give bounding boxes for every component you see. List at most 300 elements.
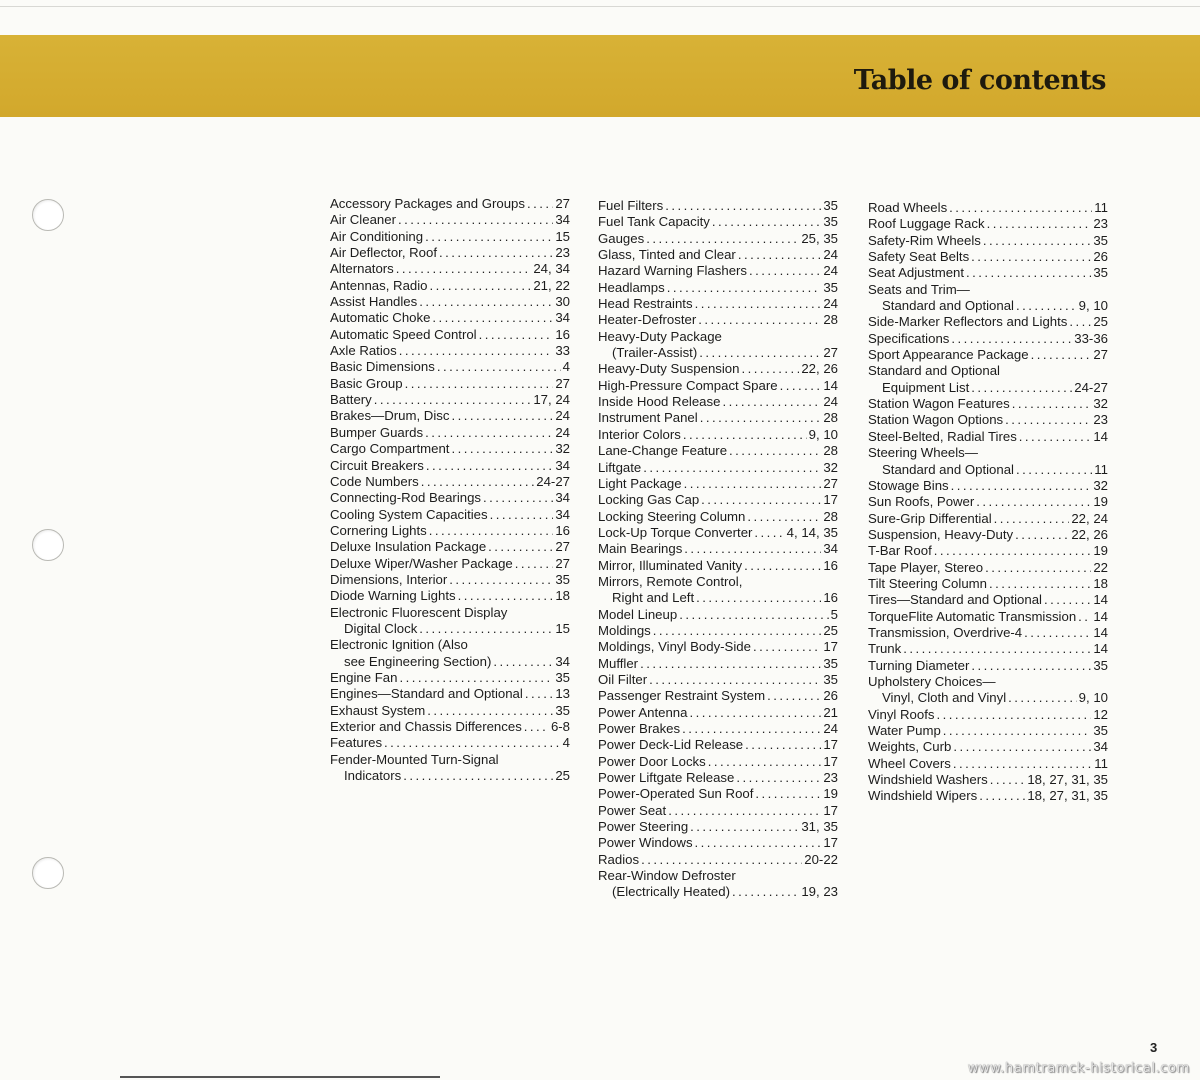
entry-page: 30 — [555, 294, 570, 310]
entry-label: Instrument Panel — [598, 410, 698, 426]
index-entry — [598, 868, 838, 901]
entry-page: 24 — [823, 721, 838, 736]
entry-page: 24-27 — [536, 473, 570, 489]
entry-line — [868, 707, 1108, 723]
entry-line — [868, 331, 1108, 347]
dot-leader — [738, 247, 822, 263]
entry-label: Cornering Lights — [330, 522, 427, 538]
entry-line — [598, 263, 838, 279]
entry-line — [868, 756, 1108, 772]
dot-leader — [1078, 609, 1091, 625]
dot-leader — [755, 786, 821, 802]
dot-leader — [1005, 412, 1091, 428]
entry-line — [598, 819, 838, 835]
dot-leader — [971, 249, 1091, 265]
entry-line — [598, 754, 838, 770]
entry-line — [868, 641, 1108, 657]
entry-sublabel: see Engineering Section) — [344, 653, 492, 669]
entry-page: 20-22 — [804, 851, 838, 867]
entry-page: 23 — [555, 245, 570, 261]
entry-label: Air Conditioning — [330, 228, 424, 244]
dot-leader — [667, 280, 822, 296]
dot-leader — [994, 511, 1070, 527]
dot-leader — [989, 576, 1091, 592]
entry-page: 11 — [1094, 755, 1108, 771]
index-entry — [598, 312, 838, 328]
entry-page: 15 — [555, 620, 570, 636]
index-entry — [330, 212, 570, 228]
dot-leader — [399, 343, 554, 359]
entry-line — [330, 686, 570, 702]
entry-line — [330, 637, 570, 653]
dot-leader — [405, 376, 554, 392]
entry-label: Fender-Mounted Turn-Signal — [330, 751, 499, 767]
entry-line — [868, 200, 1108, 216]
entry-label: Basic Dimensions — [330, 359, 435, 375]
entry-page: 18 — [1093, 575, 1108, 591]
entry-page: 25 — [555, 768, 570, 784]
index-entry — [868, 739, 1108, 755]
dot-leader — [753, 639, 821, 655]
entry-label: Engine Fan — [330, 669, 398, 685]
index-entry — [330, 278, 570, 294]
entry-line — [598, 460, 838, 476]
index-entry — [868, 249, 1108, 265]
entry-page: 34 — [555, 506, 570, 522]
dot-leader — [451, 408, 553, 424]
dot-leader — [741, 361, 799, 377]
entry-page: 14 — [1093, 428, 1108, 444]
entry-line — [598, 361, 838, 377]
index-entry — [598, 541, 838, 557]
entry-label: Road Wheels — [868, 200, 948, 215]
index-entry — [598, 672, 838, 688]
entry-line — [598, 427, 838, 443]
entry-page: 19, 23 — [801, 884, 838, 900]
entry-label: Diode Warning Lights — [330, 588, 456, 604]
entry-label: Antennas, Radio — [330, 277, 428, 293]
entry-line — [330, 278, 570, 294]
dot-leader — [439, 245, 553, 261]
entry-page: 6-8 — [550, 719, 570, 734]
entry-page: 4, 14, 35 — [786, 524, 838, 540]
entry-line — [598, 558, 838, 574]
entry-line — [330, 752, 570, 768]
dot-leader — [699, 345, 821, 361]
dot-leader — [780, 378, 822, 394]
dot-leader — [1019, 429, 1092, 445]
entry-line — [868, 445, 1108, 461]
entry-page: 18, 27, 31, 35 — [1027, 772, 1108, 788]
index-column-3 — [868, 200, 1108, 805]
index-entry — [868, 674, 1108, 707]
entry-label: Accessory Packages and Groups — [330, 196, 525, 211]
entry-continuation — [868, 380, 1108, 396]
entry-page: 14 — [1093, 624, 1108, 640]
dot-leader — [953, 739, 1091, 755]
index-entry — [330, 408, 570, 424]
index-entry — [598, 705, 838, 721]
dot-leader — [425, 229, 553, 245]
index-entry — [330, 490, 570, 506]
index-entry — [330, 637, 570, 670]
index-entry — [598, 296, 838, 312]
entry-label: Upholstery Choices— — [868, 673, 996, 689]
entry-line — [868, 249, 1108, 265]
index-entry — [598, 525, 838, 541]
entry-line — [868, 560, 1108, 576]
dot-leader — [983, 233, 1091, 249]
entry-page: 35 — [1093, 723, 1108, 738]
entry-label: Suspension, Heavy-Duty — [868, 526, 1014, 542]
binder-hole-top — [32, 199, 64, 231]
dot-leader — [668, 803, 821, 819]
dot-leader — [430, 278, 532, 294]
index-entry — [598, 198, 838, 214]
entry-page: 17 — [823, 835, 838, 851]
entry-page: 23 — [823, 770, 838, 786]
entry-page: 34 — [555, 490, 570, 506]
index-entry — [598, 786, 838, 802]
index-entry — [868, 609, 1108, 625]
entry-line — [330, 523, 570, 539]
entry-line — [598, 672, 838, 688]
binder-hole-bottom — [32, 857, 64, 889]
index-entry — [868, 396, 1108, 412]
entry-continuation — [598, 884, 838, 900]
entry-line — [598, 721, 838, 737]
index-entry — [330, 474, 570, 490]
entry-page: 22, 26 — [801, 361, 838, 377]
dot-leader — [1016, 298, 1077, 314]
entry-page: 24 — [823, 247, 838, 263]
entry-label: Tires—Standard and Optional — [868, 592, 1042, 608]
entry-page: 16 — [823, 590, 838, 606]
entry-label: Engines—Standard and Optional — [330, 686, 523, 702]
index-entry — [598, 852, 838, 868]
entry-label: Model Lineup — [598, 606, 678, 622]
entry-label: Sun Roofs, Power — [868, 494, 975, 510]
entry-page: 35 — [555, 669, 570, 685]
entry-page: 14 — [1093, 608, 1108, 624]
entry-page: 27 — [823, 475, 838, 491]
entry-page: 17 — [823, 753, 838, 769]
entry-line — [598, 852, 838, 868]
entry-line — [330, 261, 570, 277]
entry-label: Station Wagon Options — [868, 412, 1004, 428]
watermark-url: www.hamtramck-historical.com — [967, 1061, 1190, 1076]
entry-page: 26 — [823, 688, 838, 704]
dot-leader — [449, 572, 553, 588]
entry-line — [330, 507, 570, 523]
entry-line — [330, 196, 570, 212]
entry-line — [330, 588, 570, 604]
index-entry — [330, 670, 570, 686]
entry-label: Steering Wheels— — [868, 445, 978, 461]
index-entry — [330, 588, 570, 604]
index-entry — [598, 819, 838, 835]
entry-label: Trunk — [868, 641, 902, 657]
index-entry — [868, 511, 1108, 527]
entry-page: 23 — [1093, 216, 1108, 232]
entry-label: Moldings, Vinyl Body-Side — [598, 639, 751, 655]
entry-page: 11 — [1094, 200, 1108, 215]
index-entry — [868, 494, 1108, 510]
entry-page: 22, 26 — [1071, 526, 1108, 542]
entry-line — [598, 476, 838, 492]
index-entry — [598, 427, 838, 443]
entry-line — [598, 574, 838, 590]
dot-leader — [700, 410, 822, 426]
dot-leader — [744, 558, 821, 574]
index-entry — [598, 688, 838, 704]
entry-page: 31, 35 — [801, 819, 838, 835]
index-entry — [868, 658, 1108, 674]
index-entry — [598, 443, 838, 459]
entry-label: Basic Group — [330, 375, 403, 391]
entry-label: Mirror, Illuminated Vanity — [598, 557, 743, 573]
index-entry — [598, 574, 838, 607]
binder-hole-middle — [32, 529, 64, 561]
entry-line — [868, 216, 1108, 232]
index-entry — [598, 639, 838, 655]
dot-leader — [1016, 462, 1092, 478]
dot-leader — [641, 852, 802, 868]
entry-label: Steel-Belted, Radial Tires — [868, 428, 1017, 444]
entry-line — [868, 527, 1108, 543]
entry-label: Inside Hood Release — [598, 394, 721, 410]
entry-line — [868, 429, 1108, 445]
entry-page: 17 — [823, 737, 838, 753]
entry-page: 16 — [823, 557, 838, 573]
entry-page: 19 — [1093, 543, 1108, 559]
entry-line — [598, 296, 838, 312]
dot-leader — [419, 294, 553, 310]
entry-page: 24 — [555, 424, 570, 440]
index-entry — [330, 245, 570, 261]
entry-label: Connecting-Rod Bearings — [330, 490, 482, 506]
entry-label: Electronic Ignition (Also — [330, 637, 468, 653]
entry-label: Specifications — [868, 330, 950, 346]
entry-page: 18 — [555, 588, 570, 604]
entry-page: 27 — [555, 196, 570, 211]
index-entry — [330, 752, 570, 785]
index-entry — [868, 707, 1108, 723]
entry-page: 27 — [555, 539, 570, 555]
dot-leader — [987, 216, 1092, 232]
entry-page: 34 — [823, 541, 838, 557]
entry-line — [868, 674, 1108, 690]
dot-leader — [1015, 527, 1069, 543]
entry-sublabel: Standard and Optional — [882, 298, 1014, 314]
entry-label: Power Windows — [598, 835, 693, 851]
entry-line — [330, 458, 570, 474]
entry-line — [598, 770, 838, 786]
entry-line — [330, 294, 570, 310]
entry-line — [868, 347, 1108, 363]
entry-line — [330, 572, 570, 588]
entry-page: 33 — [555, 343, 570, 359]
entry-sublabel: Standard and Optional — [882, 461, 1014, 477]
entry-label: High-Pressure Compact Spare — [598, 377, 778, 393]
entry-label: Locking Gas Cap — [598, 492, 700, 508]
index-entry — [868, 527, 1108, 543]
entry-line — [598, 541, 838, 557]
entry-label: Alternators — [330, 261, 394, 277]
entry-label: Mirrors, Remote Control, — [598, 573, 743, 589]
entry-page: 35 — [823, 655, 838, 671]
entry-line — [330, 343, 570, 359]
entry-label: Assist Handles — [330, 294, 418, 310]
entry-label: Muffler — [598, 655, 639, 671]
entry-continuation — [868, 690, 1108, 706]
entry-label: Liftgate — [598, 459, 642, 475]
entry-page: 27 — [823, 345, 838, 361]
dot-leader — [971, 658, 1091, 674]
entry-page: 17 — [823, 639, 838, 655]
dot-leader — [437, 359, 561, 375]
entry-page: 32 — [823, 459, 838, 475]
entry-label: Interior Colors — [598, 426, 681, 442]
entry-line — [330, 605, 570, 621]
index-entry — [330, 556, 570, 572]
entry-label: Power Seat — [598, 802, 667, 818]
entry-label: Heater-Defroster — [598, 312, 697, 328]
entry-page: 19 — [1093, 494, 1108, 510]
entry-label: Power Steering — [598, 819, 689, 835]
entry-label: Headlamps — [598, 279, 665, 295]
dot-leader — [1012, 396, 1092, 412]
entry-page: 23 — [1093, 412, 1108, 428]
entry-page: 24 — [823, 296, 838, 312]
entry-page: 32 — [1093, 477, 1108, 493]
dot-leader — [525, 686, 554, 702]
index-entry — [868, 331, 1108, 347]
entry-page: 33-36 — [1074, 330, 1108, 346]
dot-leader — [684, 476, 822, 492]
entry-page: 14 — [823, 377, 838, 393]
entry-sublabel: (Electrically Heated) — [612, 884, 730, 900]
index-entry — [868, 282, 1108, 315]
entry-page: 35 — [823, 279, 838, 295]
entry-page: 5 — [830, 606, 838, 622]
index-entry — [330, 294, 570, 310]
entry-line — [598, 214, 838, 230]
entry-line — [330, 441, 570, 457]
index-entry — [330, 703, 570, 719]
entry-page: 35 — [823, 198, 838, 213]
entry-page: 32 — [555, 441, 570, 457]
entry-label: Tape Player, Stereo — [868, 559, 984, 575]
dot-leader — [747, 509, 821, 525]
entry-label: Electronic Fluorescent Display — [330, 604, 508, 620]
dot-leader — [976, 494, 1091, 510]
entry-sublabel: Vinyl, Cloth and Vinyl — [882, 690, 1007, 706]
index-entry — [330, 359, 570, 375]
entry-line — [598, 868, 838, 884]
entry-page: 11 — [1094, 461, 1108, 477]
dot-leader — [712, 214, 821, 230]
dot-leader — [483, 490, 553, 506]
index-entry — [868, 723, 1108, 739]
index-entry — [330, 441, 570, 457]
entry-line — [598, 656, 838, 672]
entry-line — [330, 327, 570, 343]
bottom-rule — [120, 1076, 440, 1078]
entry-line — [868, 478, 1108, 494]
dot-leader — [493, 654, 553, 670]
entry-continuation — [330, 654, 570, 670]
entry-line — [598, 786, 838, 802]
entry-line — [598, 247, 838, 263]
entry-page: 16 — [555, 326, 570, 342]
dot-leader — [690, 819, 799, 835]
entry-page: 32 — [1093, 396, 1108, 412]
index-entry — [598, 509, 838, 525]
entry-line — [598, 280, 838, 296]
entry-line — [598, 509, 838, 525]
index-entry — [598, 214, 838, 230]
index-entry — [330, 196, 570, 212]
entry-label: Gauges — [598, 230, 645, 246]
page-number: 3 — [1150, 1040, 1158, 1055]
entry-label: Air Deflector, Roof — [330, 245, 438, 261]
dot-leader — [936, 707, 1091, 723]
entry-label: Windshield Wipers — [868, 788, 978, 804]
entry-label: Power Door Locks — [598, 753, 706, 769]
dot-leader — [749, 263, 821, 279]
index-entry — [598, 460, 838, 476]
entry-label: Light Package — [598, 475, 682, 491]
dot-leader — [708, 754, 822, 770]
entry-line — [330, 425, 570, 441]
dot-leader — [374, 392, 532, 408]
dot-leader — [951, 331, 1072, 347]
entry-label: Safety Seat Belts — [868, 249, 970, 265]
index-entry — [598, 737, 838, 753]
dot-leader — [1069, 314, 1091, 330]
index-entry — [868, 233, 1108, 249]
dot-leader — [643, 460, 821, 476]
entry-page: 19 — [823, 786, 838, 802]
entry-line — [330, 735, 570, 751]
entry-line — [868, 282, 1108, 298]
entry-line — [598, 688, 838, 704]
entry-label: Transmission, Overdrive-4 — [868, 624, 1023, 640]
index-column-2 — [598, 198, 838, 901]
entry-line — [330, 392, 570, 408]
entry-label: Air Cleaner — [330, 212, 396, 228]
entry-line — [868, 543, 1108, 559]
entry-page: 34 — [555, 457, 570, 473]
index-entry — [868, 560, 1108, 576]
entry-page: 4 — [562, 359, 570, 375]
index-entry — [598, 263, 838, 279]
entry-label: Moldings — [598, 622, 651, 638]
entry-page: 25 — [1093, 314, 1108, 330]
dot-leader — [646, 231, 799, 247]
index-entry — [330, 376, 570, 392]
index-entry — [598, 803, 838, 819]
index-entry — [868, 478, 1108, 494]
entry-page: 25, 35 — [801, 230, 838, 246]
dot-leader — [1024, 625, 1091, 641]
entry-page: 22, 24 — [1071, 510, 1108, 526]
index-column-1 — [330, 196, 570, 784]
dot-leader — [427, 703, 553, 719]
index-entry — [598, 558, 838, 574]
entry-label: Power Deck-Lid Release — [598, 737, 744, 753]
